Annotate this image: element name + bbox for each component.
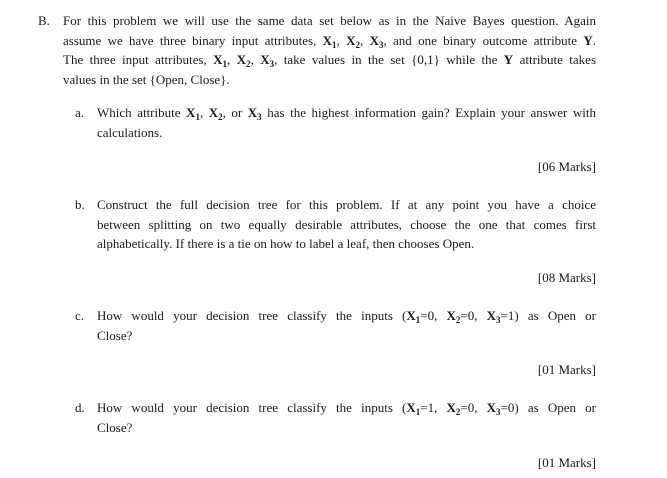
var-x2: $X_2$ <box>446 400 461 417</box>
var-y: Y <box>503 52 514 67</box>
var-x3: $X_3$ <box>260 52 275 69</box>
part-a-text <box>97 103 596 142</box>
part-d-text <box>97 398 596 437</box>
var-x3: $X_3$ <box>486 308 501 325</box>
intro-text: assume we have three binary input attributes, <box>63 32 323 48</box>
part-a-line-1: Which attribute $X_1$, $X_2$, or $X_3$ has the highest information gain? Explain your answer with <box>97 105 596 122</box>
part-b-line-1: Construct the full decision tree for this problem. If at any point you have a choice <box>97 197 596 212</box>
part-b-label: b. <box>75 197 85 212</box>
part-d-line-2: Close? <box>97 419 133 435</box>
part-c-line-2: Close? <box>97 327 133 343</box>
part-a-label: a. <box>75 105 85 120</box>
part-c-line-1: How would your decision tree classify the inputs ($X_1=0$, $X_2=0$, $X_3=1$) as Open or <box>97 308 596 325</box>
var-x2: $X_2$ <box>236 52 251 69</box>
var-x1: $X_1$ <box>322 32 337 50</box>
var-x3: $X_3$ <box>247 105 262 122</box>
var-x3: $X_3$ <box>369 32 384 50</box>
part-d-label: d. <box>75 400 85 415</box>
var-x1: $X_1$ <box>213 52 228 69</box>
part-c-label: c. <box>75 308 85 323</box>
part-a-marks: [06 Marks] <box>537 159 596 174</box>
var-x2: $X_2$ <box>208 105 223 122</box>
intro-line-3: The three input attributes, $X_1$, $X_2$, $X_3$, take values in the set {0,1} while the Y attribute takes <box>63 52 597 69</box>
intro-line-4: values in the set {Open, Close}. <box>63 71 230 87</box>
var-x3: $X_3$ <box>486 400 501 417</box>
question-intro <box>63 11 596 89</box>
var-x1: $X_1$ <box>186 105 200 122</box>
part-d-marks: [01 Marks] <box>537 455 596 470</box>
part-b-text <box>97 195 596 254</box>
var-x2: $X_2$ <box>446 308 461 325</box>
intro-line-1: For this problem we will use the same data set below as in the Naive Bayes question. Again <box>63 13 596 28</box>
part-c-text <box>97 306 596 345</box>
question-label: B. <box>38 13 50 28</box>
intro-line-2: assume we have three binary input attributes, $X_1$, $X_2$, $X_3$, and one binary outcome attribute Y. <box>63 32 597 50</box>
part-b-marks: [08 Marks] <box>537 270 596 285</box>
var-y: Y <box>583 32 593 48</box>
part-b-line-2: between splitting on two equally desirable attributes, choose the one that comes first <box>97 216 596 232</box>
var-x1: $X_1$ <box>406 308 421 325</box>
part-b-line-3: alphabetically. If there is a tie on how to label a leaf, then chooses Open. <box>97 236 475 251</box>
part-c-marks: [01 Marks] <box>537 362 596 377</box>
part-d-line-1: How would your decision tree classify the inputs ($X_1=1$, $X_2=0$, $X_3=0$) as Open or <box>97 400 596 417</box>
var-x2: $X_2$ <box>346 32 360 50</box>
var-x1: $X_1$ <box>406 400 421 417</box>
part-a-line-2: calculations. <box>97 124 163 140</box>
